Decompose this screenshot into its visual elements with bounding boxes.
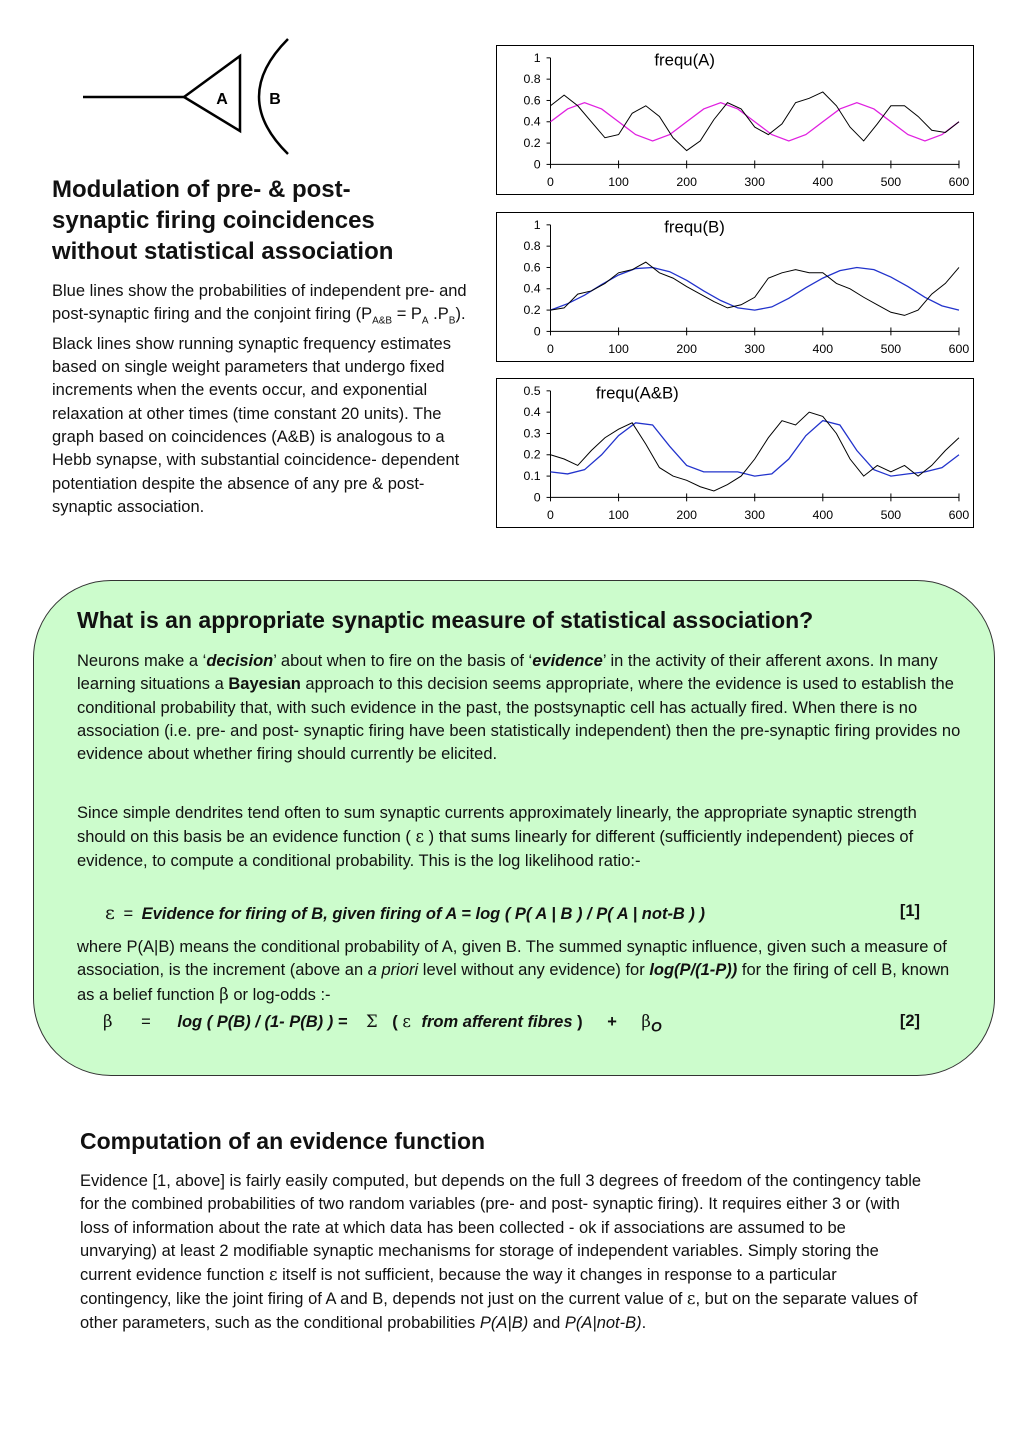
chart-frequ-b bbox=[496, 212, 974, 362]
x-tick-label: 600 bbox=[948, 175, 970, 190]
chart-frequ-a-svg bbox=[497, 46, 973, 194]
y-tick-label: 0.3 bbox=[523, 426, 541, 441]
x-tick-label: 0 bbox=[547, 508, 554, 523]
paragraph-computation: Evidence [1, above] is fairly easily computed, but depends on the full 3 degrees of freedom of the contingency table for the combined probabilities of two random variables (pre- and post- synaptic firing). It requires either 3 or (with loss of information about the rate at which data has been collected - ok if associations are assumed to be unvarying) at least 2 modifiable synaptic mechanisms for storage of independent variables. Simply storing the current evidence function ε itself is not sufficient, because the way it changes in response to a particular contingency, like the joint firing of A and B, depends not just on the current value of ε, but on the separate values of other parameters, such as the conditional probabilities P(A|B) and P(A|not-B). bbox=[80, 1172, 922, 1332]
chart-title: frequ(A) bbox=[654, 50, 715, 70]
y-tick-label: 0.2 bbox=[523, 447, 541, 462]
x-tick-label: 300 bbox=[744, 175, 766, 190]
x-tick-label: 500 bbox=[880, 175, 902, 190]
pre-label: A bbox=[216, 91, 228, 108]
section-title-modulation: Modulation of pre- & post-synaptic firing coincidences without statistical association bbox=[52, 176, 394, 265]
equation-2: β = log ( P(B) / (1- P(B) ) = Σ ( ε from afferent fibres ) + $\beta_O$ [2] bbox=[103, 1012, 920, 1035]
x-tick-label: 400 bbox=[812, 175, 834, 190]
y-tick-label: 0.4 bbox=[523, 405, 541, 420]
x-tick-label: 200 bbox=[676, 508, 697, 523]
y-tick-label: 0.8 bbox=[523, 72, 541, 87]
x-tick-label: 0 bbox=[547, 342, 554, 357]
post-label: B bbox=[269, 91, 281, 108]
x-tick-label: 400 bbox=[812, 342, 834, 357]
description-paragraph: Blue lines show the probabilities of independent pre- and post-synaptic firing and the conjoint firing ($P_{A\&B} = P_A$ $.P_B$). Black lines show running synaptic frequency estimates based on single weight parameters that undergo fixed increments when the events occur, and exponential relaxation at other times (time constant 20 units). The graph based on coincidences (A&B) is analogous to a Hebb synapse, with substantial coincidence- dependent potentiation despite the absence of any pre & post- synaptic association. bbox=[52, 282, 467, 516]
y-tick-label: 0.6 bbox=[523, 260, 541, 275]
series-line-1 bbox=[550, 262, 958, 315]
x-tick-label: 600 bbox=[948, 508, 970, 523]
x-tick-label: 100 bbox=[608, 508, 629, 523]
x-tick-label: 600 bbox=[948, 342, 970, 357]
equation-1-label: [1] bbox=[899, 902, 920, 920]
y-tick-label: 1 bbox=[533, 217, 541, 232]
chart-frequ-ab bbox=[496, 378, 974, 528]
y-tick-label: 0.8 bbox=[523, 239, 541, 254]
equation-2-label: [2] bbox=[899, 1012, 920, 1030]
chart-title: frequ(A&B) bbox=[595, 383, 679, 403]
series-line-0 bbox=[550, 103, 958, 141]
x-tick-label: 200 bbox=[676, 175, 697, 190]
x-tick-label: 100 bbox=[608, 175, 629, 190]
series-line-0 bbox=[550, 421, 958, 476]
series-line-1 bbox=[550, 412, 958, 491]
y-tick-label: 0.6 bbox=[523, 93, 541, 108]
section-title-computation: Computation of an evidence function bbox=[80, 1128, 486, 1154]
y-tick-label: 0 bbox=[533, 157, 541, 172]
section-title-question: What is an appropriate synaptic measure of statistical association? bbox=[77, 607, 814, 633]
paragraph-decision: Neurons make a ‘decision’ about when to fire on the basis of ‘evidence’ in the activity of their afferent axons. In many learning situations a Bayesian approach to this decision seems appropriate, where the evidence is used to establish the conditional probability that, with such evidence in the past, the postsynaptic cell has actually fired. When there is no association (i.e. pre- and post- synaptic firing have been statistically independent) then the pre-synaptic firing provides no evidence about whether firing should currently be elicited. bbox=[77, 652, 961, 764]
x-tick-label: 200 bbox=[676, 342, 697, 357]
x-tick-label: 400 bbox=[812, 508, 834, 523]
paragraph-summed-influence: where P(A|B) means the conditional probability of A, given B. The summed synaptic influence, given such a measure of association, is the increment (above an a priori level without any evidence) for log(P/(1-P)) for the firing of cell B, known as a belief function β or log-odds :- bbox=[77, 938, 950, 1004]
y-tick-label: 0.1 bbox=[523, 469, 541, 484]
y-tick-label: 0.4 bbox=[523, 281, 541, 296]
x-tick-label: 100 bbox=[608, 342, 629, 357]
y-tick-label: 0.2 bbox=[523, 136, 541, 151]
series-line-0 bbox=[550, 267, 958, 310]
y-tick-label: 0 bbox=[533, 490, 541, 505]
chart-frequ-ab-svg bbox=[497, 379, 973, 527]
chart-frequ-a bbox=[496, 45, 974, 195]
x-tick-label: 500 bbox=[880, 342, 902, 357]
y-tick-label: 0 bbox=[533, 324, 541, 339]
x-tick-label: 0 bbox=[547, 175, 554, 190]
synapse-diagram bbox=[80, 36, 300, 156]
presynaptic-terminal bbox=[184, 56, 240, 131]
x-tick-label: 300 bbox=[744, 508, 766, 523]
chart-title: frequ(B) bbox=[664, 217, 725, 237]
chart-frequ-b-svg bbox=[497, 213, 973, 361]
y-tick-label: 0.4 bbox=[523, 114, 541, 129]
paragraph-dendrites: Since simple dendrites tend often to sum synaptic currents approximately linearly, the appropriate synaptic strength should on this basis be an evidence function ( ε ) that sums linearly for different (sufficiently independent) pieces of evidence, to compute a conditional probability. This is the log likelihood ratio:- bbox=[77, 804, 917, 870]
x-tick-label: 500 bbox=[880, 508, 902, 523]
y-tick-label: 1 bbox=[533, 50, 541, 65]
y-tick-label: 0.2 bbox=[523, 303, 541, 318]
y-tick-label: 0.5 bbox=[523, 383, 541, 398]
x-tick-label: 300 bbox=[744, 342, 766, 357]
equation-1: ε = Evidence for firing of B, given firing of A = log ( P( A | B ) / P( A | not-B ) ) [1] bbox=[105, 902, 920, 924]
